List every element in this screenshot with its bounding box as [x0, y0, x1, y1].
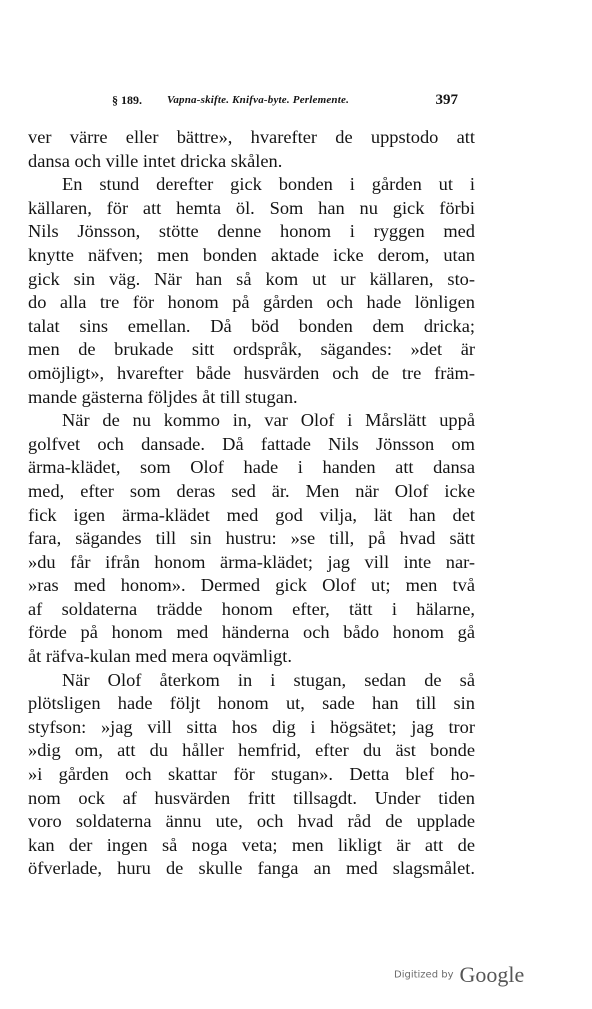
- text-line: fara, sägandes till sin hustru: »se till, på hvad sätt: [28, 528, 475, 549]
- text-line: En stund derefter gick bonden i gården ut i: [62, 174, 475, 195]
- text-line: men de brukade sitt ordspråk, sägandes: »det är: [28, 339, 475, 360]
- text-line: kan der ingen så noga veta; men likligt är att de: [28, 834, 475, 855]
- page-number: 397: [435, 92, 458, 108]
- text-line: voro soldaterna ännu ute, och hvad råd de upplade: [28, 811, 475, 832]
- text-line: af soldaterna trädde honom efter, tätt i hälarne,: [28, 598, 475, 619]
- text-line: knytte näfven; men bonden aktade icke derom, utan: [28, 244, 475, 265]
- section-number: § 189.: [112, 93, 142, 107]
- text-line: åt räfva-kulan med mera oqvämligt.: [28, 646, 293, 667]
- text-line: omöjligt», hvarefter både husvärden och de tre främ-: [28, 362, 475, 383]
- text-line: När de nu kommo in, var Olof i Mårslätt uppå: [62, 410, 475, 431]
- text-line: förde på honom med händerna och bådo honom gå: [28, 622, 475, 643]
- text-line: När Olof återkom in i stugan, sedan de så: [62, 669, 475, 690]
- text-line: fick igen ärma-klädet med god vilja, lät han det: [28, 504, 475, 525]
- text-line: nom ock af husvärden fritt tillsagdt. Under tiden: [28, 787, 475, 808]
- text-line: källaren, för att hemta öl. Som han nu gick förbi: [28, 197, 475, 218]
- text-line: »ras med honom». Dermed gick Olof ut; men två: [28, 575, 475, 596]
- text-line: styfson: »jag vill sitta hos dig i högsätet; jag tror: [28, 716, 475, 737]
- text-line: gick sin väg. När han så kom ut ur källaren, sto-: [28, 268, 475, 289]
- text-line: »i gården och skattar för stugan». Detta blef ho-: [28, 764, 475, 785]
- text-line: »dig om, att du håller hemfrid, efter du äst bonde: [28, 740, 475, 761]
- running-title: Vapna-skifte. Knifva-byte. Perlemente.: [167, 94, 350, 106]
- text-line: mande gästerna följdes åt till stugan.: [28, 386, 298, 407]
- google-logo: Google: [459, 962, 525, 987]
- text-line: golfvet och dansade. Då fattade Nils Jönsson om: [28, 433, 475, 454]
- text-line: plötsligen hade följt honom ut, sade han till sin: [28, 693, 475, 714]
- running-header: [112, 90, 462, 110]
- text-line: Nils Jönsson, stötte denne honom i ryggen med: [28, 221, 475, 242]
- text-line: ärma-klädet, som Olof hade i handen att dansa: [28, 457, 475, 478]
- text-line: dansa och ville intet dricka skålen.: [28, 150, 283, 171]
- text-line: ver värre eller bättre», hvarefter de uppstodo att: [28, 127, 475, 147]
- body-text: [28, 126, 475, 881]
- text-line: talat sins emellan. Då böd bonden dem dricka;: [28, 315, 475, 336]
- watermark-prefix: Digitized by: [394, 969, 454, 981]
- text-line: do alla tre för honom på gården och hade lönligen: [28, 292, 475, 313]
- text-line: öfverlade, huru de skulle fanga an med slagsmålet.: [28, 858, 475, 879]
- google-watermark: [394, 962, 524, 992]
- text-line: »du får ifrån honom ärma-klädet; jag vill inte nar-: [28, 551, 475, 572]
- text-line: med, efter som deras sed är. Men när Olof icke: [28, 480, 475, 501]
